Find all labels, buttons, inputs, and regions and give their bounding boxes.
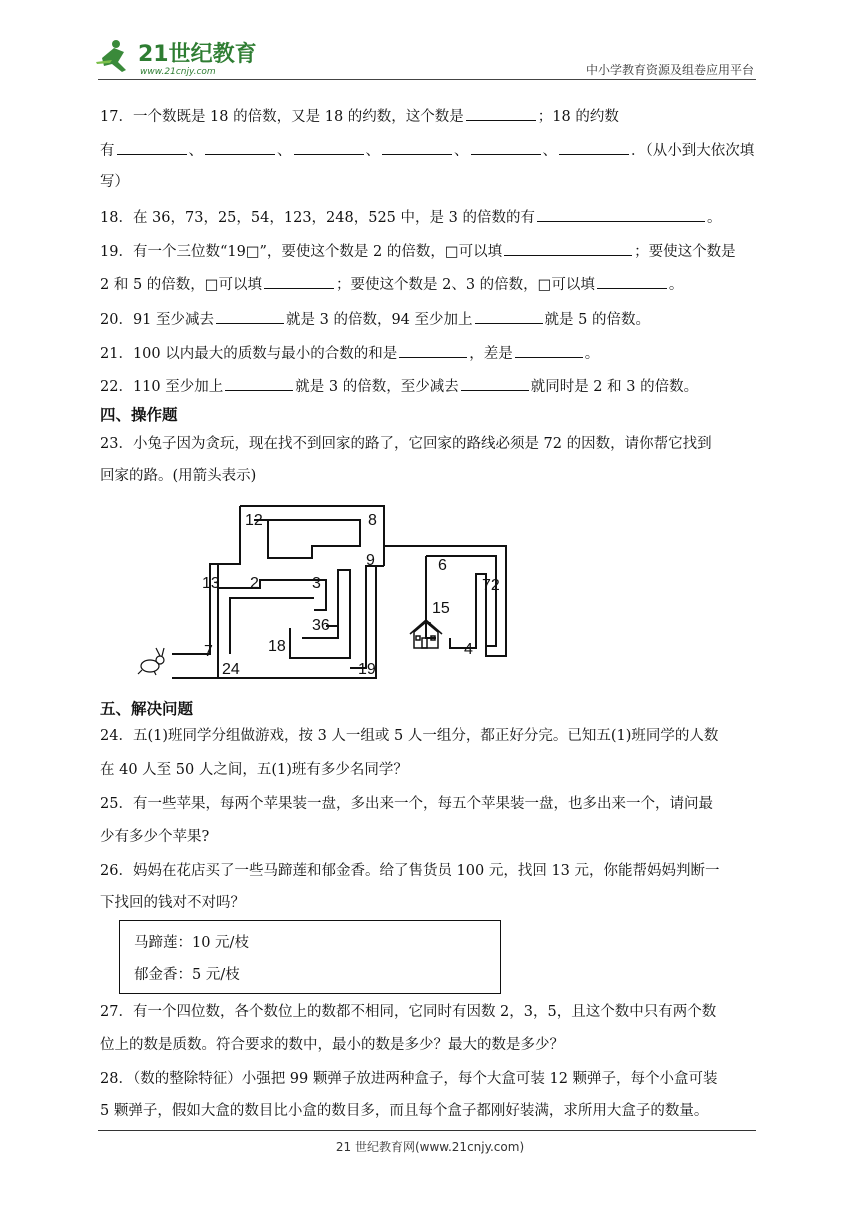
answer-blank[interactable] <box>475 309 543 324</box>
question-23-line1: 23．小兔子因为贪玩，现在找不到回家的路了，它回家的路线必须是 72 的因数，请你帮它找到 <box>100 436 712 452</box>
answer-blank[interactable] <box>399 343 467 358</box>
price-tulip: 郁金香：5 元/枝 <box>134 967 240 983</box>
question-28-line1: 28．（数的整除特征）小强把 99 颗弹子放进两种盒子，每个大盒可装 12 颗弹子，每个小盒可装 <box>100 1071 718 1087</box>
answer-blank[interactable] <box>466 106 536 121</box>
platform-label: 中小学教育资源及组卷应用平台 <box>585 63 754 77</box>
maze-number: 24 <box>222 661 240 678</box>
maze-number: 7 <box>204 643 213 660</box>
answer-blank[interactable] <box>225 376 293 391</box>
question-23-line2: 回家的路。(用箭头表示) <box>100 468 257 484</box>
answer-blank[interactable] <box>264 274 334 289</box>
question-17-line2: 有 、 、 、 、 、 ．（从小到大依次填 <box>100 140 754 161</box>
question-17-line1: 17．一个数既是 18 的倍数，又是 18 的约数，这个数是 ；18 的约数 <box>100 106 619 127</box>
maze-number: 4 <box>464 641 473 658</box>
question-19-line1: 19．有一个三位数“19□”，要使这个数是 2 的倍数，□可以填 ；要使这个数是 <box>100 241 736 262</box>
maze-number: 9 <box>366 552 375 569</box>
price-calla-lily: 马蹄莲：10 元/枝 <box>134 935 249 951</box>
maze-number: 3 <box>312 575 321 592</box>
maze-number: 12 <box>245 512 263 529</box>
maze-number: 19 <box>358 661 376 678</box>
question-21: 21．100 以内最大的质数与最小的合数的和是 ，差是 。 <box>100 343 599 364</box>
question-28-line2: 5 颗弹子，假如大盒的数目比小盒的数目多，而且每个盒子都刚好装满，求所用大盒子的数量。 <box>100 1103 709 1119</box>
site-logo <box>94 36 264 80</box>
footer-text: 21 世纪教育网(www.21cnjy.com) <box>335 1140 525 1154</box>
maze-number: 2 <box>250 575 259 592</box>
maze-number: 72 <box>482 577 500 594</box>
question-25-line1: 25．有一些苹果，每两个苹果装一盘，多出来一个，每五个苹果装一盘，也多出来一个，请问最 <box>100 796 713 812</box>
maze-number: 18 <box>268 638 286 655</box>
maze-number: 8 <box>368 512 377 529</box>
question-20: 20．91 至少减去 就是 3 的倍数，94 至少加上 就是 5 的倍数。 <box>100 309 650 330</box>
question-25-line2: 少有多少个苹果? <box>100 829 210 845</box>
question-22: 22．110 至少加上 就是 3 的倍数，至少减去 就同时是 2 和 3 的倍数。 <box>100 376 698 397</box>
question-17-line3: 写） <box>100 174 129 190</box>
section-heading-operation: 四、操作题 <box>100 406 178 424</box>
header-divider <box>98 79 756 80</box>
footer-divider <box>98 1130 756 1131</box>
question-24-line2: 在 40 人至 50 人之间，五(1)班有多少名同学？ <box>100 762 408 778</box>
maze-figure <box>130 498 520 692</box>
maze-number: 6 <box>438 557 447 574</box>
question-26-line1: 26．妈妈在花店买了一些马蹄莲和郁金香。给了售货员 100 元，找回 13 元，你能帮妈妈判断一 <box>100 863 720 879</box>
logo-url: www.21cnjy.com <box>140 67 216 77</box>
question-26-line2: 下找回的钱对不对吗？ <box>100 895 245 911</box>
question-27-line1: 27．有一个四位数，各个数位上的数都不相同，它同时有因数 2，3，5，且这个数中只有两个数 <box>100 1004 717 1020</box>
question-18: 18．在 36，73，25，54，123，248，525 中，是 3 的倍数的有 。 <box>100 207 721 228</box>
answer-blank[interactable] <box>471 140 541 155</box>
question-24-line1: 24．五(1)班同学分组做游戏，按 3 人一组或 5 人一组分，都正好分完。已知五(1)班同学的人数 <box>100 728 719 744</box>
answer-blank[interactable] <box>205 140 275 155</box>
answer-blank[interactable] <box>537 207 705 222</box>
answer-blank[interactable] <box>461 376 529 391</box>
answer-blank[interactable] <box>216 309 284 324</box>
logo-text: 21世纪教育 <box>138 42 257 67</box>
answer-blank[interactable] <box>597 274 667 289</box>
answer-blank[interactable] <box>382 140 452 155</box>
section-heading-problems: 五、解决问题 <box>100 700 194 718</box>
answer-blank[interactable] <box>294 140 364 155</box>
maze-number: 15 <box>432 600 450 617</box>
answer-blank[interactable] <box>504 241 632 256</box>
price-box <box>119 920 501 994</box>
maze-number: 36 <box>312 617 330 634</box>
answer-blank[interactable] <box>559 140 629 155</box>
question-27-line2: 位上的数是质数。符合要求的数中，最小的数是多少？最大的数是多少？ <box>100 1037 564 1053</box>
answer-blank[interactable] <box>117 140 187 155</box>
answer-blank[interactable] <box>515 343 583 358</box>
question-19-line2: 2 和 5 的倍数，□可以填 ；要使这个数是 2、3 的倍数，□可以填 。 <box>100 274 683 295</box>
maze-number: 13 <box>202 575 220 592</box>
